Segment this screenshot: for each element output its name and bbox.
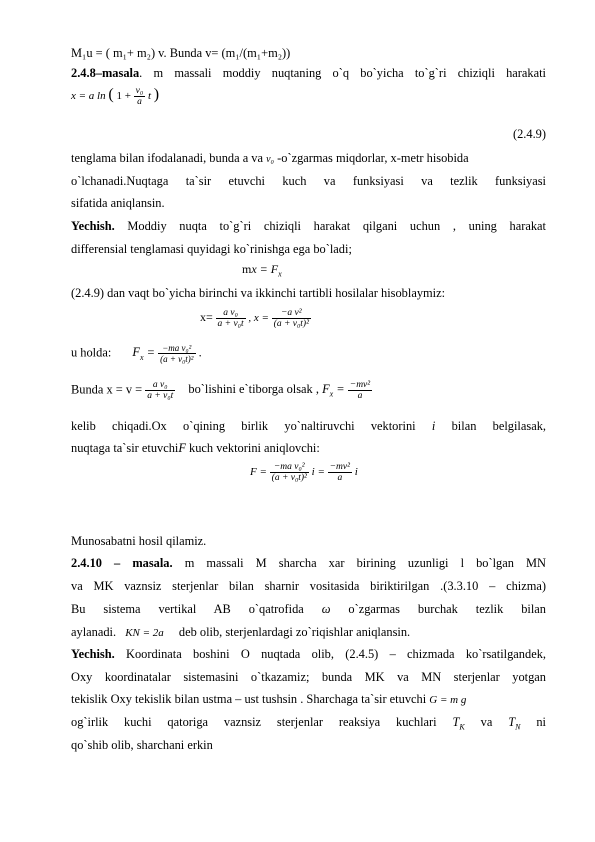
problem-2-4-8-line <box>71 65 546 81</box>
problem-heading-2: 2.4.10 – masala. <box>71 556 173 570</box>
text-line-8: differensial tenglamasi quyidagi ko`rinishga ega bo`ladi; <box>71 242 352 256</box>
fraction-av0-over-a-v0t: $\frac{\text{a v₀}}{\text{a + v₀t}}$ <box>217 308 244 329</box>
text-line-4: tenglama bilan ifodalanadi, bunda a va v₀ -o`zgarmas miqdorlar, x-metr hisobida <box>71 151 469 165</box>
text-line-13: Bunda x = v = $\frac{\text{a v₀}}{\text{a + v₀t}}$ bo`lishini e`tiborga olsak , $F_x$ = $\frac{\text{−mv²}}{a}$ <box>71 380 371 401</box>
text-line-17: Munosabatni hosil qilamiz. <box>71 534 207 548</box>
text-line-26: qo`shib olib, sharchani erkin <box>71 738 213 752</box>
text-line-21: aylanadi. KN = 2a deb olib, sterjenlardagi zo`riqishlar aniqlansin. <box>71 625 411 639</box>
text-line-19: va MK vaznsiz sterjenlar bilan sharnir vositasida biriktirilgan .(3.3.10 – chizma) <box>71 579 546 593</box>
fraction-av2-over-sq: $\frac{\text{−a v²}}{\text{(a + v₀t)²}}$ <box>273 308 309 329</box>
omega-symbol: ω <box>321 602 331 616</box>
equation-F-vector: F = $\frac{\text{−ma v₀²}}{\text{(a + v₀t)²}}$ i = $\frac{\text{−mv²}}{a}$ i <box>250 462 358 483</box>
text-line-10: (2.4.9) dan vaqt bo`yicha birinchi va ikkinchi tartibli hosilalar hisoblaymiz: <box>71 286 446 300</box>
text-line-14: kelib chiqadi.Ox o`qining birlik yo`naltiruvchi vektorini i bilan belgilasak, <box>71 419 546 433</box>
text-line-1: M₁u = ( m₁+ m₂) v. Bunda v= (m₁/(m₁+m₂)) <box>71 46 291 60</box>
equation-mx-F: mx = $F_x$ <box>242 262 282 279</box>
fraction-v: $\frac{\text{a v₀}}{\text{a + v₀t}}$ <box>147 380 174 401</box>
text-line-12: u holda: $F_x$ = $\frac{\text{−ma v₀²}}{\text{(a + v₀t)²}}$ . <box>71 343 202 364</box>
fraction-v0-over-a: $\frac{\text{v₀}}{a}$ <box>135 86 144 107</box>
text-line-23: Oxy koordinatalar sistemasini o`tkazamiz; bunda MK va MN sterjenlar yotgan <box>71 670 546 684</box>
fraction-Fx: $\frac{\text{−ma v₀²}}{\text{(a + v₀t)²}}$ <box>160 343 194 364</box>
fraction-mv2-over-a: $\frac{\text{−mv²}}{a}$ <box>349 380 371 401</box>
problem-heading: 2.4.8–masala <box>71 66 140 80</box>
solution-line-2: Yechish. Koordinata boshini O nuqtada olib, (2.4.5) – chizmada ko`rsatilgandek, <box>71 647 546 661</box>
text-line-24: tekislik Oxy tekislik bilan ustma – ust tushsin . Sharchaga ta`sir etuvchi G = m g <box>71 692 467 706</box>
solution-line-1: Yechish. Moddiy nuqta to`g`ri chiziqli harakat qilgani uchun , uning harakat <box>71 219 546 233</box>
text-line-20: Bu sistema vertikal AB o`qatrofida ω o`zgarmas burchak tezlik bilan <box>71 602 546 616</box>
solution-heading: Yechish. <box>71 219 115 233</box>
problem-text: . m massali moddiy nuqtaning o`q bo`yicha to`g`ri chiziqli harakati <box>139 66 546 80</box>
text-line-15: nuqtaga ta`sir etuvchiF kuch vektorini aniqlovchi: <box>71 441 320 455</box>
equation-derivatives: x= $\frac{\text{a v₀}}{\text{a + v₀t}}$ , x = $\frac{\text{−a v²}}{\text{(a + v₀t)²}}$ <box>200 308 309 329</box>
equation-number: (2.4.9) <box>512 127 546 141</box>
text-line-6: sifatida aniqlansin. <box>71 196 165 210</box>
text-line-5: o`lchanadi.Nuqtaga ta`sir etuvchi kuch va funksiyasi va tezlik funksiyasi <box>71 174 546 188</box>
text-line-25: og`irlik kuchi qatoriga vaznsiz sterjenlar reaksiya kuchlari $T_K$ va $T_N$ ni <box>71 715 546 732</box>
equation-2-4-9: x = a ln ( 1 + $\frac{\text{v₀}}{a}$ t ) <box>71 86 160 107</box>
problem-2-4-10-line: 2.4.10 – masala. m massali M sharcha xar birining uzunligi l bo`lgan MN <box>71 556 546 570</box>
